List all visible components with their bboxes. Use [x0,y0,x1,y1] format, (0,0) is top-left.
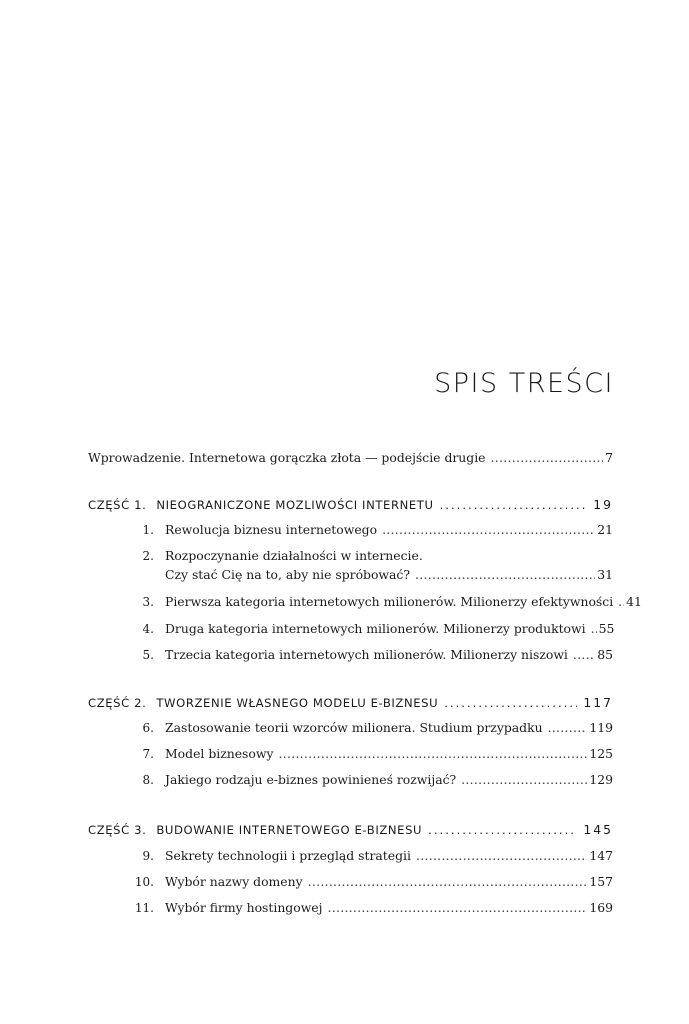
dot-leader [428,823,577,837]
chapter-page: 125 [589,746,613,761]
chapter-page: 85 [597,647,613,662]
chapter-title-line-2: Czy stać Cię na to, aby nie spróbować? [165,567,410,582]
intro-page: 7 [605,450,613,465]
chapter-number: 10. [134,875,154,889]
toc-chapter [88,647,613,663]
chapter-title: Wybór firmy hostingowej [165,900,323,915]
dot-leader [573,647,595,663]
intro-title: Wprowadzenie. Internetowa gorączka złota — podejście drugie [88,450,486,465]
chapter-number: 6. [142,721,154,735]
chapter-title: Trzecia kategoria internetowych milionerów. Milionerzy niszowi [165,647,568,662]
part-label: CZĘŚĆ 1. [88,498,147,512]
chapter-number: 8. [142,773,154,787]
dot-leader [591,621,597,637]
page-title: SPIS TREŚCI [434,368,614,399]
part-page: 117 [583,695,613,710]
toc-chapter [88,621,613,637]
chapter-number: 4. [142,622,154,636]
chapter-page: 157 [589,874,613,889]
dot-leader [308,874,588,890]
dot-leader [278,746,587,762]
toc-chapter [88,772,613,788]
chapter-page: 31 [597,567,613,582]
chapter-title: Rewolucja biznesu internetowego [165,522,378,537]
chapter-title: Pierwsza kategoria internetowych milionerów. Milionerzy efektywności [165,594,614,609]
chapter-number: 1. [142,523,154,537]
toc-chapter [88,746,613,762]
toc-chapter [88,720,613,736]
toc-chapter [88,594,642,610]
chapter-title: Druga kategoria internetowych milionerów. Milionerzy produktowi [165,621,586,636]
chapter-number: 2. [142,549,154,563]
dot-leader [415,567,595,583]
part-page: 19 [593,497,613,512]
chapter-title: Rozpoczynanie działalności w internecie. [165,548,423,563]
chapter-title: Zastosowanie teorii wzorców milionera. Studium przypadku [165,720,543,735]
toc-chapter [88,522,613,538]
part-title: NIEOGRANICZONE MOZLIWOŚCI INTERNETU [156,498,434,512]
toc-chapter [88,900,613,916]
dot-leader [618,594,624,610]
chapter-title: Model biznesowy [165,746,274,761]
dot-leader [416,848,587,864]
toc-chapter [88,548,613,564]
chapter-title: Wybór nazwy domeny [165,874,303,889]
toc-intro [88,450,613,466]
dot-leader [491,450,604,466]
dot-leader [382,522,595,538]
chapter-page: 119 [589,720,613,735]
toc-part-2 [88,695,613,710]
dot-leader [444,696,577,710]
chapter-page: 55 [598,621,615,636]
dot-leader [461,772,587,788]
chapter-page: 147 [589,848,613,863]
chapter-title: Sekrety technologii i przegląd strategii [165,848,411,863]
chapter-number: 3. [142,595,154,609]
chapter-page: 41 [626,594,642,609]
chapter-title: Jakiego rodzaju e-biznes powinieneś rozwijać? [165,772,457,787]
chapter-number: 11. [134,901,154,915]
chapter-number: 9. [142,849,154,863]
chapter-number: 7. [142,747,154,761]
toc-chapter-continued [88,567,613,583]
toc-chapter [88,848,613,864]
toc-part-3 [88,822,613,837]
toc-part-1 [88,497,613,512]
part-label: CZĘŚĆ 2. [88,696,147,710]
chapter-page: 169 [589,900,613,915]
chapter-number: 5. [142,648,154,662]
dot-leader [440,498,588,512]
chapter-page: 21 [597,522,613,537]
part-label: CZĘŚĆ 3. [88,823,147,837]
part-page: 145 [583,822,613,837]
dot-leader [548,720,588,736]
chapter-page: 129 [589,772,613,787]
toc-chapter [88,874,613,890]
part-title: BUDOWANIE INTERNETOWEGO E-BIZNESU [156,823,423,837]
part-title: TWORZENIE WŁASNEGO MODELU E-BIZNESU [156,696,439,710]
dot-leader [327,900,587,916]
